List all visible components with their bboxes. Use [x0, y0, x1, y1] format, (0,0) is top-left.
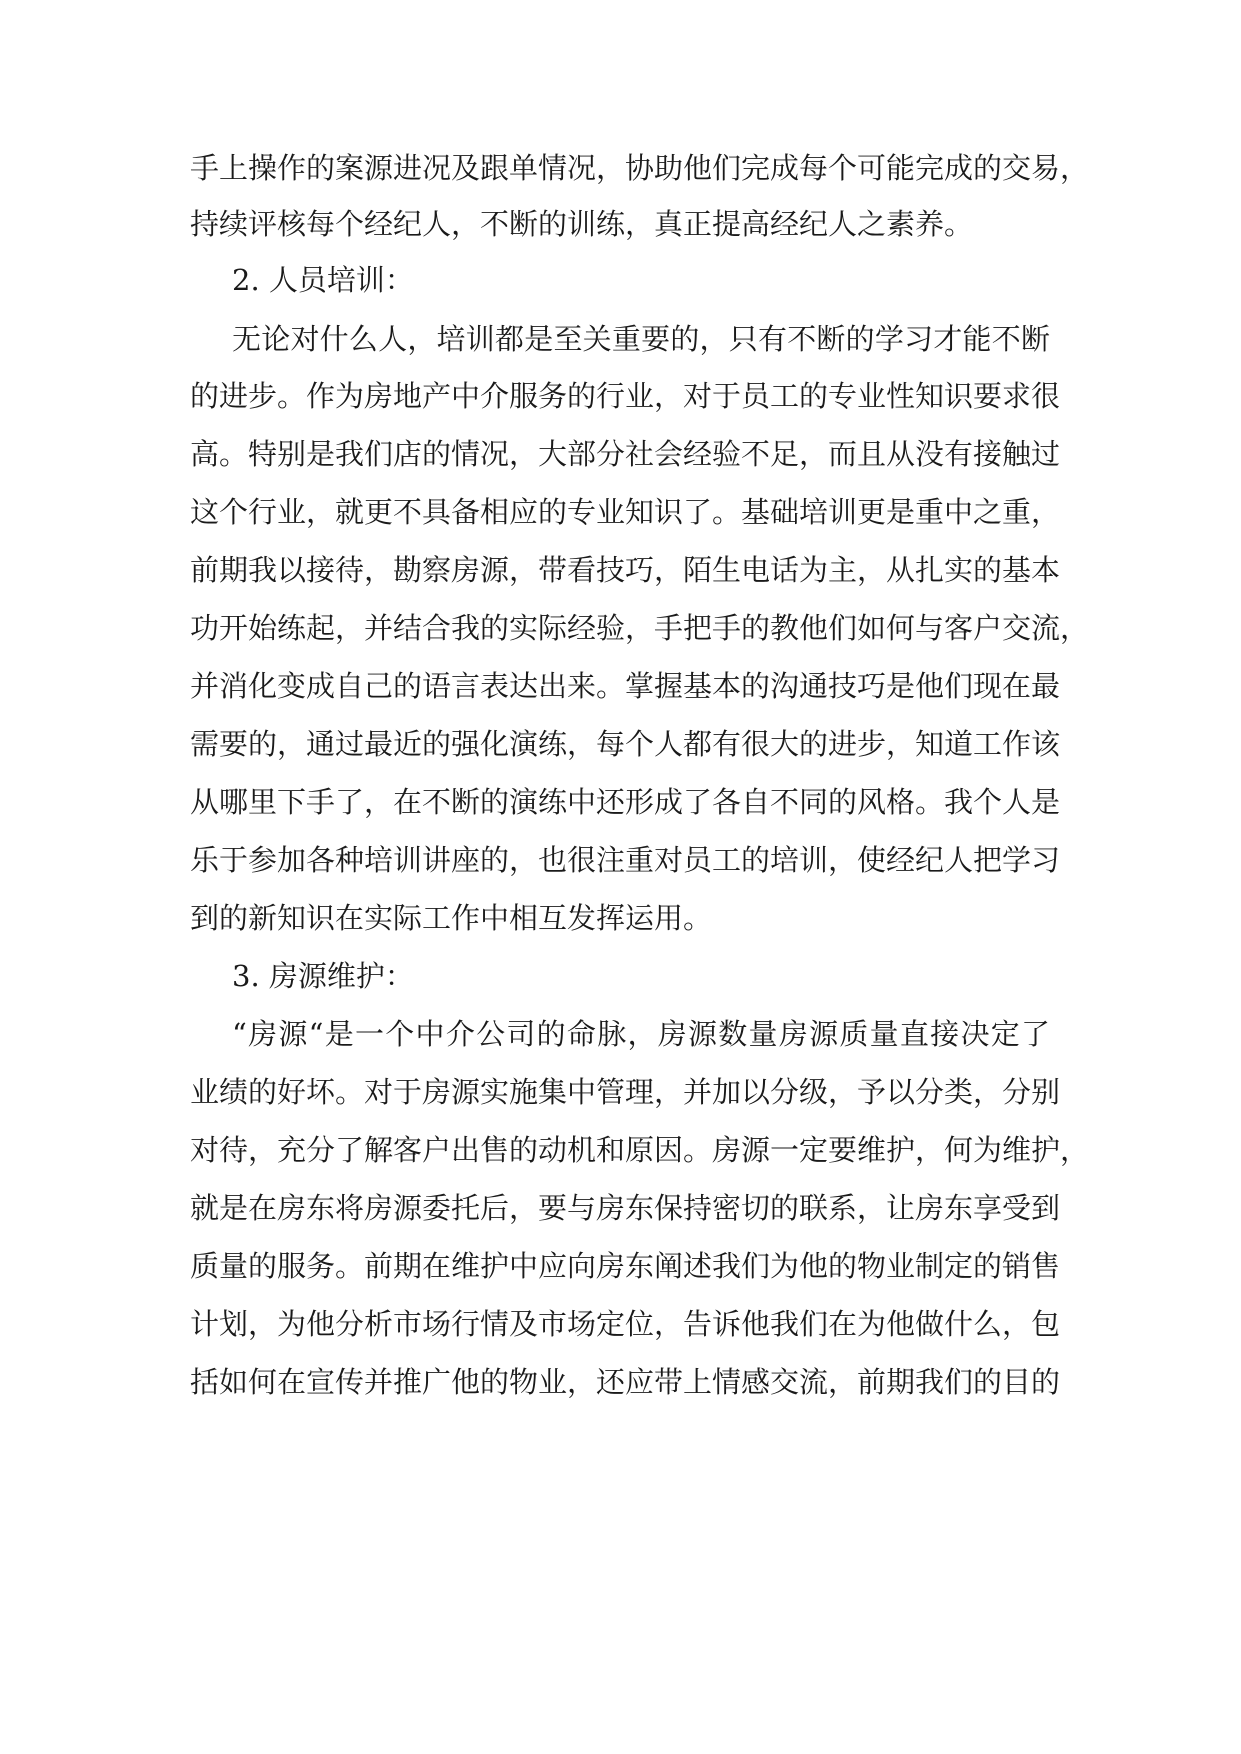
paragraph-line: 就是在房东将房源委托后，要与房东保持密切的联系，让房东享受到 [190, 1191, 1061, 1225]
paragraph-line: 乐于参加各种培训讲座的，也很注重对员工的培训，使经纪人把学习 [190, 843, 1061, 877]
paragraph-line: 持续评核每个经纪人，不断的训练，真正提高经纪人之素养。 [190, 207, 974, 241]
paragraph-line: 对待，充分了解客户出售的动机和原因。房源一定要维护，何为维护， [190, 1133, 1090, 1167]
paragraph-line: 无论对什么人，培训都是至关重要的，只有不断的学习才能不断 [232, 322, 1050, 356]
paragraph-line: 质量的服务。前期在维护中应向房东阐述我们为他的物业制定的销售 [190, 1249, 1061, 1283]
paragraph-line: 从哪里下手了，在不断的演练中还形成了各自不同的风格。我个人是 [190, 785, 1061, 819]
paragraph-line: 需要的，通过最近的强化演练，每个人都有很大的进步，知道工作该 [190, 727, 1061, 761]
paragraph-line: 括如何在宣传并推广他的物业，还应带上情感交流，前期我们的目的 [190, 1365, 1061, 1399]
paragraph-line: 到的新知识在实际工作中相互发挥运用。 [190, 901, 713, 935]
section-heading-staff-training: 2. 人员培训： [232, 263, 414, 297]
paragraph-line: 并消化变成自己的语言表达出来。掌握基本的沟通技巧是他们现在最 [190, 669, 1061, 703]
paragraph-line: 的进步。作为房地产中介服务的行业，对于员工的专业性知识要求很 [190, 379, 1061, 413]
paragraph-line: 功开始练起，并结合我的实际经验，手把手的教他们如何与客户交流， [190, 611, 1090, 645]
paragraph-line: 计划，为他分析市场行情及市场定位，告诉他我们在为他做什么，包 [190, 1307, 1061, 1341]
paragraph-line: 业绩的好坏。对于房源实施集中管理，并加以分级，予以分类，分别 [190, 1075, 1061, 1109]
paragraph-line: 手上操作的案源进况及跟单情况，协助他们完成每个可能完成的交易， [190, 151, 1090, 185]
paragraph-line: 高。特别是我们店的情况，大部分社会经验不足，而且从没有接触过 [190, 437, 1061, 471]
paragraph-line: 前期我以接待，勘察房源，带看技巧，陌生电话为主，从扎实的基本 [190, 553, 1061, 587]
paragraph-line: 这个行业，就更不具备相应的专业知识了。基础培训更是重中之重， [190, 495, 1061, 529]
paragraph-line: “房源“是一个中介公司的命脉，房源数量房源质量直接决定了 [232, 1017, 1050, 1051]
section-heading-listing-maintenance: 3. 房源维护： [232, 959, 414, 993]
